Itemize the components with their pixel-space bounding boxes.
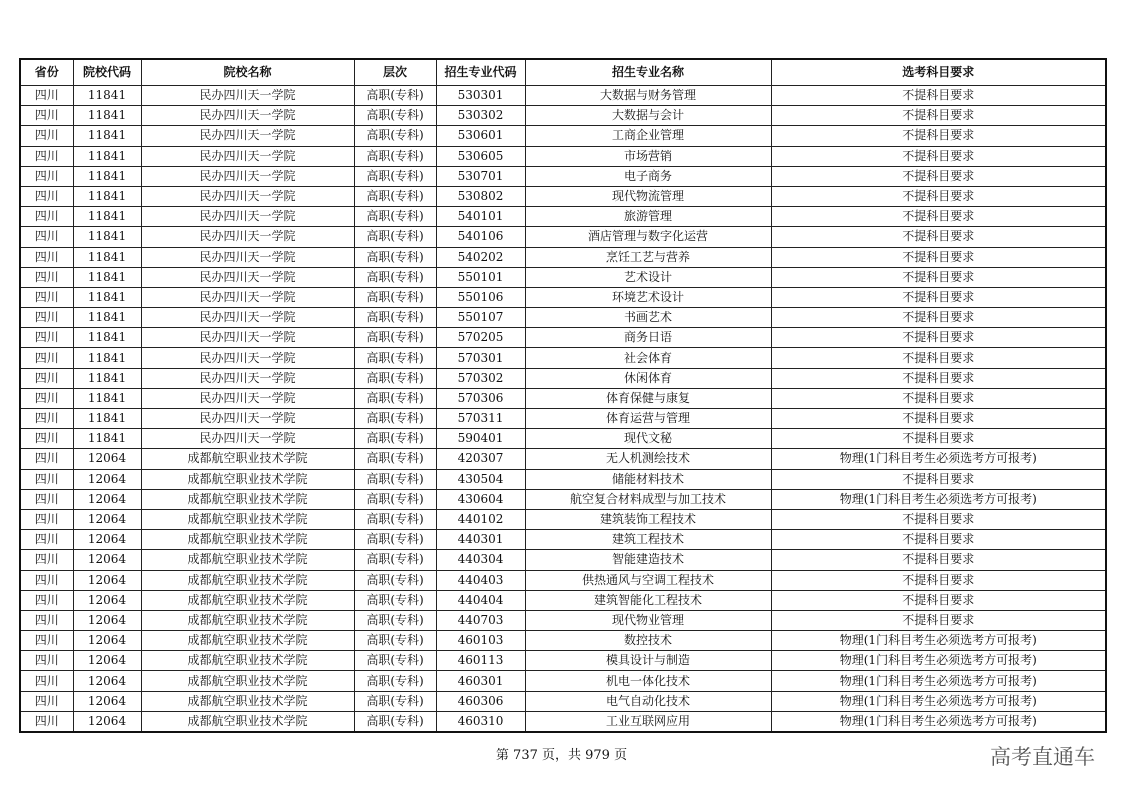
cell-major-code: 590401: [436, 429, 525, 449]
cell-school-code: 12064: [73, 590, 141, 610]
cell-subject-requirement: 不提科目要求: [771, 166, 1106, 186]
cell-major-name: 电子商务: [525, 166, 771, 186]
cell-province: 四川: [20, 186, 73, 206]
table-row: [20, 308, 1106, 328]
table-row: [20, 429, 1106, 449]
cell-level: 高职(专科): [354, 550, 436, 570]
cell-major-name: 体育运营与管理: [525, 409, 771, 429]
cell-major-name: 旅游管理: [525, 207, 771, 227]
cell-province: 四川: [20, 308, 73, 328]
cell-school-name: 成都航空职业技术学院: [141, 469, 354, 489]
cell-subject-requirement: 不提科目要求: [771, 106, 1106, 126]
cell-major-name: 数控技术: [525, 631, 771, 651]
cell-school-code: 11841: [73, 388, 141, 408]
cell-school-name: 成都航空职业技术学院: [141, 711, 354, 732]
table-row: [20, 530, 1106, 550]
cell-subject-requirement: 不提科目要求: [771, 186, 1106, 206]
cell-school-code: 11841: [73, 207, 141, 227]
cell-level: 高职(专科): [354, 570, 436, 590]
cell-subject-requirement: 不提科目要求: [771, 86, 1106, 106]
cell-school-code: 12064: [73, 671, 141, 691]
cell-school-code: 11841: [73, 287, 141, 307]
table-row: [20, 570, 1106, 590]
cell-province: 四川: [20, 489, 73, 509]
cell-major-name: 环境艺术设计: [525, 287, 771, 307]
cell-major-name: 烹饪工艺与营养: [525, 247, 771, 267]
cell-province: 四川: [20, 469, 73, 489]
cell-school-code: 11841: [73, 368, 141, 388]
cell-major-code: 430604: [436, 489, 525, 509]
table-row: [20, 207, 1106, 227]
cell-major-name: 电气自动化技术: [525, 691, 771, 711]
cell-school-code: 11841: [73, 308, 141, 328]
cell-school-name: 民办四川天一学院: [141, 86, 354, 106]
cell-school-code: 12064: [73, 631, 141, 651]
cell-major-name: 供热通风与空调工程技术: [525, 570, 771, 590]
cell-major-name: 储能材料技术: [525, 469, 771, 489]
cell-school-code: 11841: [73, 267, 141, 287]
table-row: [20, 86, 1106, 106]
cell-major-code: 530302: [436, 106, 525, 126]
cell-school-name: 成都航空职业技术学院: [141, 671, 354, 691]
cell-subject-requirement: 不提科目要求: [771, 126, 1106, 146]
cell-school-code: 12064: [73, 610, 141, 630]
header-subject-requirement: 选考科目要求: [771, 59, 1106, 86]
table-row: [20, 106, 1106, 126]
cell-province: 四川: [20, 449, 73, 469]
cell-level: 高职(专科): [354, 651, 436, 671]
cell-major-code: 540106: [436, 227, 525, 247]
cell-major-code: 570302: [436, 368, 525, 388]
cell-province: 四川: [20, 570, 73, 590]
cell-school-code: 11841: [73, 86, 141, 106]
cell-level: 高职(专科): [354, 590, 436, 610]
cell-major-code: 530802: [436, 186, 525, 206]
table-row: [20, 186, 1106, 206]
cell-major-name: 现代物业管理: [525, 610, 771, 630]
cell-province: 四川: [20, 651, 73, 671]
cell-school-name: 民办四川天一学院: [141, 207, 354, 227]
cell-school-code: 11841: [73, 186, 141, 206]
cell-subject-requirement: 不提科目要求: [771, 287, 1106, 307]
cell-major-code: 460301: [436, 671, 525, 691]
cell-school-name: 民办四川天一学院: [141, 409, 354, 429]
cell-school-code: 12064: [73, 711, 141, 732]
table-row: [20, 227, 1106, 247]
cell-school-code: 11841: [73, 247, 141, 267]
table-row: [20, 691, 1106, 711]
cell-province: 四川: [20, 388, 73, 408]
admissions-table: [19, 58, 1107, 733]
table-row: [20, 651, 1106, 671]
cell-school-name: 成都航空职业技术学院: [141, 489, 354, 509]
cell-level: 高职(专科): [354, 469, 436, 489]
cell-province: 四川: [20, 287, 73, 307]
cell-subject-requirement: 不提科目要求: [771, 550, 1106, 570]
cell-major-code: 540202: [436, 247, 525, 267]
cell-subject-requirement: 不提科目要求: [771, 570, 1106, 590]
cell-province: 四川: [20, 227, 73, 247]
cell-school-code: 12064: [73, 570, 141, 590]
table-row: [20, 287, 1106, 307]
cell-level: 高职(专科): [354, 126, 436, 146]
cell-school-code: 11841: [73, 409, 141, 429]
cell-level: 高职(专科): [354, 86, 436, 106]
cell-major-name: 智能建造技术: [525, 550, 771, 570]
cell-major-code: 570306: [436, 388, 525, 408]
header-school-name: 院校名称: [141, 59, 354, 86]
cell-major-name: 现代物流管理: [525, 186, 771, 206]
cell-school-code: 12064: [73, 651, 141, 671]
cell-level: 高职(专科): [354, 106, 436, 126]
cell-subject-requirement: 不提科目要求: [771, 409, 1106, 429]
header-major-name: 招生专业名称: [525, 59, 771, 86]
table-row: [20, 388, 1106, 408]
cell-province: 四川: [20, 348, 73, 368]
cell-major-name: 机电一体化技术: [525, 671, 771, 691]
cell-major-name: 体育保健与康复: [525, 388, 771, 408]
cell-subject-requirement: 物理(1门科目考生必须选考方可报考): [771, 651, 1106, 671]
table-row: [20, 590, 1106, 610]
cell-major-code: 550106: [436, 287, 525, 307]
cell-subject-requirement: 不提科目要求: [771, 146, 1106, 166]
cell-province: 四川: [20, 409, 73, 429]
table-row: [20, 550, 1106, 570]
cell-school-name: 民办四川天一学院: [141, 308, 354, 328]
cell-level: 高职(专科): [354, 409, 436, 429]
cell-major-code: 460113: [436, 651, 525, 671]
cell-province: 四川: [20, 711, 73, 732]
cell-subject-requirement: 物理(1门科目考生必须选考方可报考): [771, 449, 1106, 469]
cell-school-name: 成都航空职业技术学院: [141, 570, 354, 590]
cell-subject-requirement: 不提科目要求: [771, 247, 1106, 267]
cell-subject-requirement: 不提科目要求: [771, 308, 1106, 328]
cell-subject-requirement: 物理(1门科目考生必须选考方可报考): [771, 711, 1106, 732]
cell-province: 四川: [20, 166, 73, 186]
cell-major-code: 530601: [436, 126, 525, 146]
cell-province: 四川: [20, 86, 73, 106]
cell-subject-requirement: 物理(1门科目考生必须选考方可报考): [771, 489, 1106, 509]
table-row: [20, 610, 1106, 630]
cell-level: 高职(专科): [354, 449, 436, 469]
table-row: [20, 489, 1106, 509]
cell-level: 高职(专科): [354, 146, 436, 166]
table-row: [20, 166, 1106, 186]
cell-subject-requirement: 物理(1门科目考生必须选考方可报考): [771, 691, 1106, 711]
cell-level: 高职(专科): [354, 247, 436, 267]
table-row: [20, 267, 1106, 287]
cell-level: 高职(专科): [354, 287, 436, 307]
table-row: [20, 671, 1106, 691]
watermark-logo: 高考直通车: [990, 745, 1095, 769]
cell-province: 四川: [20, 530, 73, 550]
cell-subject-requirement: 不提科目要求: [771, 388, 1106, 408]
cell-subject-requirement: 不提科目要求: [771, 469, 1106, 489]
cell-major-name: 工业互联网应用: [525, 711, 771, 732]
table-header: [20, 59, 1106, 86]
cell-major-code: 540101: [436, 207, 525, 227]
cell-school-name: 成都航空职业技术学院: [141, 651, 354, 671]
cell-school-name: 民办四川天一学院: [141, 146, 354, 166]
cell-school-name: 成都航空职业技术学院: [141, 550, 354, 570]
cell-major-name: 市场营销: [525, 146, 771, 166]
cell-school-code: 11841: [73, 348, 141, 368]
table-body: [20, 86, 1106, 733]
cell-province: 四川: [20, 106, 73, 126]
cell-province: 四川: [20, 610, 73, 630]
cell-subject-requirement: 不提科目要求: [771, 328, 1106, 348]
header-school-code: 院校代码: [73, 59, 141, 86]
cell-major-name: 无人机测绘技术: [525, 449, 771, 469]
cell-school-code: 11841: [73, 166, 141, 186]
table-row: [20, 469, 1106, 489]
cell-major-name: 艺术设计: [525, 267, 771, 287]
cell-major-code: 570301: [436, 348, 525, 368]
cell-province: 四川: [20, 267, 73, 287]
cell-level: 高职(专科): [354, 388, 436, 408]
cell-school-name: 成都航空职业技术学院: [141, 610, 354, 630]
cell-school-name: 成都航空职业技术学院: [141, 691, 354, 711]
cell-level: 高职(专科): [354, 509, 436, 529]
cell-major-name: 现代文秘: [525, 429, 771, 449]
table-row: [20, 126, 1106, 146]
cell-major-code: 550101: [436, 267, 525, 287]
cell-school-code: 12064: [73, 550, 141, 570]
cell-province: 四川: [20, 146, 73, 166]
cell-major-code: 440403: [436, 570, 525, 590]
cell-school-name: 民办四川天一学院: [141, 328, 354, 348]
cell-school-name: 民办四川天一学院: [141, 267, 354, 287]
cell-school-name: 民办四川天一学院: [141, 368, 354, 388]
header-level: 层次: [354, 59, 436, 86]
header-major-code: 招生专业代码: [436, 59, 525, 86]
cell-subject-requirement: 物理(1门科目考生必须选考方可报考): [771, 671, 1106, 691]
header-row: [20, 59, 1106, 86]
cell-school-code: 12064: [73, 509, 141, 529]
cell-subject-requirement: 不提科目要求: [771, 348, 1106, 368]
cell-school-code: 12064: [73, 489, 141, 509]
cell-province: 四川: [20, 671, 73, 691]
cell-school-name: 民办四川天一学院: [141, 227, 354, 247]
cell-subject-requirement: 不提科目要求: [771, 368, 1106, 388]
cell-school-code: 11841: [73, 106, 141, 126]
table-row: [20, 247, 1106, 267]
cell-province: 四川: [20, 509, 73, 529]
cell-province: 四川: [20, 631, 73, 651]
cell-school-name: 民办四川天一学院: [141, 388, 354, 408]
cell-level: 高职(专科): [354, 308, 436, 328]
cell-school-code: 11841: [73, 328, 141, 348]
cell-major-name: 建筑智能化工程技术: [525, 590, 771, 610]
cell-level: 高职(专科): [354, 691, 436, 711]
cell-school-code: 11841: [73, 146, 141, 166]
cell-subject-requirement: 不提科目要求: [771, 590, 1106, 610]
header-province: 省份: [20, 59, 73, 86]
cell-level: 高职(专科): [354, 368, 436, 388]
cell-level: 高职(专科): [354, 489, 436, 509]
cell-school-name: 民办四川天一学院: [141, 348, 354, 368]
cell-school-name: 民办四川天一学院: [141, 247, 354, 267]
table-row: [20, 509, 1106, 529]
cell-level: 高职(专科): [354, 207, 436, 227]
cell-level: 高职(专科): [354, 610, 436, 630]
cell-province: 四川: [20, 247, 73, 267]
cell-school-name: 民办四川天一学院: [141, 166, 354, 186]
cell-province: 四川: [20, 328, 73, 348]
cell-level: 高职(专科): [354, 227, 436, 247]
cell-school-code: 12064: [73, 691, 141, 711]
cell-major-name: 建筑工程技术: [525, 530, 771, 550]
cell-major-name: 社会体育: [525, 348, 771, 368]
cell-subject-requirement: 不提科目要求: [771, 530, 1106, 550]
cell-school-code: 12064: [73, 449, 141, 469]
cell-school-name: 民办四川天一学院: [141, 186, 354, 206]
cell-school-name: 成都航空职业技术学院: [141, 590, 354, 610]
cell-major-name: 酒店管理与数字化运营: [525, 227, 771, 247]
cell-level: 高职(专科): [354, 328, 436, 348]
table-row: [20, 409, 1106, 429]
cell-subject-requirement: 物理(1门科目考生必须选考方可报考): [771, 631, 1106, 651]
cell-province: 四川: [20, 126, 73, 146]
cell-major-code: 440304: [436, 550, 525, 570]
cell-level: 高职(专科): [354, 631, 436, 651]
cell-major-code: 430504: [436, 469, 525, 489]
cell-province: 四川: [20, 691, 73, 711]
cell-school-name: 民办四川天一学院: [141, 126, 354, 146]
cell-level: 高职(专科): [354, 166, 436, 186]
cell-school-name: 民办四川天一学院: [141, 287, 354, 307]
cell-major-code: 530301: [436, 86, 525, 106]
cell-school-name: 成都航空职业技术学院: [141, 449, 354, 469]
cell-major-name: 航空复合材料成型与加工技术: [525, 489, 771, 509]
cell-major-name: 休闲体育: [525, 368, 771, 388]
cell-major-name: 大数据与会计: [525, 106, 771, 126]
cell-major-code: 530701: [436, 166, 525, 186]
cell-province: 四川: [20, 368, 73, 388]
cell-school-code: 12064: [73, 530, 141, 550]
table-row: [20, 146, 1106, 166]
cell-subject-requirement: 不提科目要求: [771, 509, 1106, 529]
cell-school-name: 民办四川天一学院: [141, 429, 354, 449]
table-row: [20, 631, 1106, 651]
cell-major-code: 440404: [436, 590, 525, 610]
cell-province: 四川: [20, 207, 73, 227]
cell-subject-requirement: 不提科目要求: [771, 267, 1106, 287]
cell-school-name: 成都航空职业技术学院: [141, 509, 354, 529]
cell-subject-requirement: 不提科目要求: [771, 227, 1106, 247]
cell-level: 高职(专科): [354, 429, 436, 449]
cell-school-code: 12064: [73, 469, 141, 489]
cell-subject-requirement: 不提科目要求: [771, 429, 1106, 449]
cell-subject-requirement: 不提科目要求: [771, 610, 1106, 630]
table-row: [20, 449, 1106, 469]
cell-major-code: 570311: [436, 409, 525, 429]
cell-level: 高职(专科): [354, 671, 436, 691]
cell-school-name: 成都航空职业技术学院: [141, 631, 354, 651]
table-row: [20, 328, 1106, 348]
cell-level: 高职(专科): [354, 530, 436, 550]
cell-major-code: 440102: [436, 509, 525, 529]
cell-major-code: 550107: [436, 308, 525, 328]
cell-major-name: 建筑装饰工程技术: [525, 509, 771, 529]
cell-major-code: 460310: [436, 711, 525, 732]
cell-major-code: 440301: [436, 530, 525, 550]
cell-major-name: 书画艺术: [525, 308, 771, 328]
cell-major-name: 模具设计与制造: [525, 651, 771, 671]
cell-school-code: 11841: [73, 126, 141, 146]
page-number: 第 737 页，共 979 页: [495, 748, 628, 763]
cell-major-name: 工商企业管理: [525, 126, 771, 146]
cell-level: 高职(专科): [354, 711, 436, 732]
cell-school-code: 11841: [73, 429, 141, 449]
cell-major-code: 440703: [436, 610, 525, 630]
cell-province: 四川: [20, 590, 73, 610]
cell-major-name: 大数据与财务管理: [525, 86, 771, 106]
cell-major-code: 460103: [436, 631, 525, 651]
cell-school-name: 民办四川天一学院: [141, 106, 354, 126]
cell-province: 四川: [20, 429, 73, 449]
cell-school-code: 11841: [73, 227, 141, 247]
cell-school-name: 成都航空职业技术学院: [141, 530, 354, 550]
cell-major-code: 460306: [436, 691, 525, 711]
cell-level: 高职(专科): [354, 348, 436, 368]
cell-major-code: 420307: [436, 449, 525, 469]
cell-major-code: 570205: [436, 328, 525, 348]
table-row: [20, 711, 1106, 732]
cell-province: 四川: [20, 550, 73, 570]
cell-major-code: 530605: [436, 146, 525, 166]
table-row: [20, 368, 1106, 388]
cell-level: 高职(专科): [354, 186, 436, 206]
cell-level: 高职(专科): [354, 267, 436, 287]
cell-subject-requirement: 不提科目要求: [771, 207, 1106, 227]
cell-major-name: 商务日语: [525, 328, 771, 348]
table-row: [20, 348, 1106, 368]
